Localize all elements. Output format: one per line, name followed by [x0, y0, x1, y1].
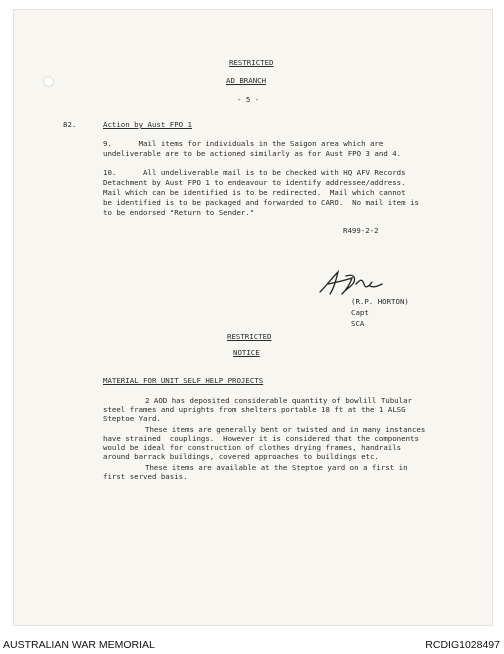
- notice-para3-line2: first served basis.: [103, 472, 188, 481]
- notice-para3-line1: These items are available at the Steptoe yard on a first in: [145, 463, 408, 472]
- para10-line2: Detachment by Aust FPO 1 to endeavour to identify addressee/address.: [103, 178, 406, 187]
- signatory-name: (R.P. HORTON): [351, 297, 409, 306]
- para10-line3: Mail which can be identified is to be redirected. Mail which cannot: [103, 188, 406, 197]
- notice-para2-line2: have strained couplings. However it is considered that the components: [103, 434, 419, 443]
- archive-source: AUSTRALIAN WAR MEMORIAL: [3, 639, 155, 651]
- notice-para2-line4: around barrack buildings, covered approaches to buildings etc.: [103, 452, 379, 461]
- section-heading: Action by Aust FPO 1: [103, 120, 192, 129]
- archive-id: RCDIG1028497: [425, 639, 500, 651]
- signatory-rank: Capt: [351, 308, 369, 317]
- para10-line4: be identified is to be packaged and forwarded to CARO. No mail item is: [103, 198, 419, 207]
- para10-line1: 10. All undeliverable mail is to be checked with HQ AFV Records: [103, 168, 406, 177]
- para9-line1: 9. Mail items for individuals in the Saigon area which are: [103, 139, 384, 148]
- archive-footer: [0, 638, 504, 654]
- notice-heading: MATERIAL FOR UNIT SELF HELP PROJECTS: [103, 376, 264, 385]
- para9-line2: undeliverable are to be actioned similarly as for Aust FPO 3 and 4.: [103, 149, 402, 158]
- notice-para2-line1: These items are generally bent or twisted and in many instances: [145, 425, 426, 434]
- notice-classification: RESTRICTED: [227, 332, 272, 341]
- handwritten-signature: [316, 266, 386, 300]
- notice-para1-line2: steel frames and uprights from shelters portable 18 ft at the 1 ALSG: [103, 405, 406, 414]
- section-number: 82.: [63, 120, 77, 129]
- punch-hole: [43, 76, 54, 87]
- page-number: - 5 -: [237, 95, 260, 104]
- notice-para2-line3: would be ideal for construction of clothes drying frames, handrails: [103, 443, 402, 452]
- header-branch: AD BRANCH: [226, 76, 267, 85]
- signatory-appointment: SCA: [351, 319, 365, 328]
- header-classification: RESTRICTED: [229, 58, 274, 67]
- notice-para1-line1: 2 AOD has deposited considerable quantity of bowlill Tubular: [145, 396, 412, 405]
- reference-number: R499-2-2: [343, 226, 379, 235]
- para10-line5: to be endorsed "Return to Sender.": [103, 208, 255, 217]
- notice-para1-line3: Steptoe Yard.: [103, 414, 161, 423]
- notice-title: NOTICE: [233, 348, 260, 357]
